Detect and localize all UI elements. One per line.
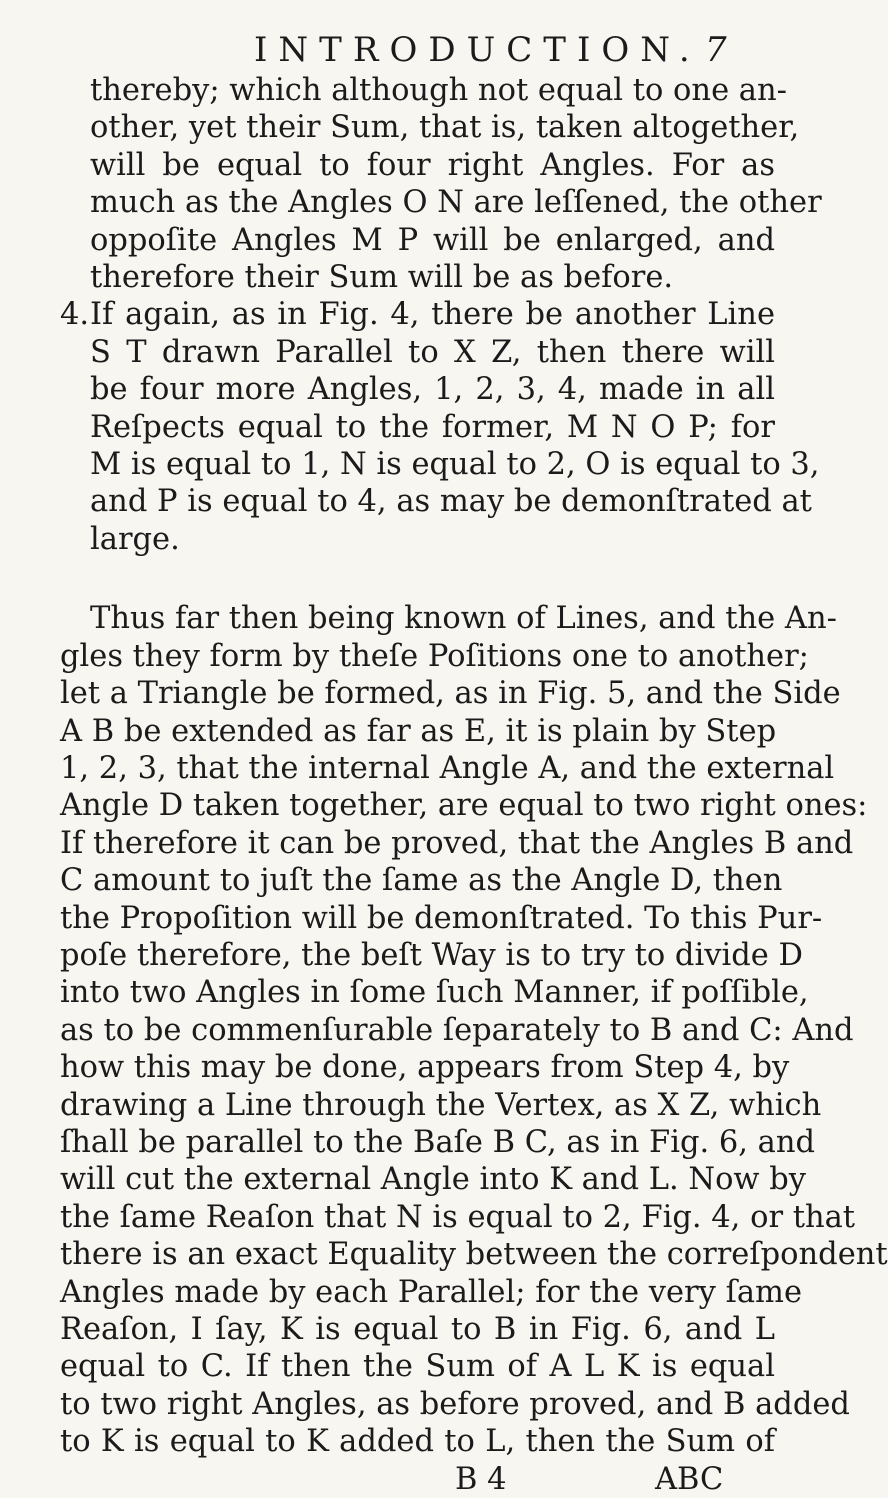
text-line: poſe therefore, the beſt Way is to try to divide D bbox=[60, 937, 803, 973]
paragraph-main bbox=[60, 600, 888, 1460]
text-line: drawing a Line through the Vertex, as X Z, which bbox=[60, 1087, 822, 1123]
text-line: gles they form by theſe Poſitions one to another; bbox=[60, 638, 809, 674]
text-line: and P is equal to 4, as may be demonſtrated at bbox=[90, 484, 812, 520]
page-number: 7 bbox=[705, 30, 727, 70]
text-line: other, yet their Sum, that is, taken altogether, bbox=[90, 110, 800, 146]
text-line: oppoſite Angles M P will be enlarged, and bbox=[90, 222, 775, 258]
text-line: Thus far then being known of Lines, and the An- bbox=[90, 601, 837, 637]
text-line: thereby; which although not equal to one an- bbox=[90, 73, 787, 108]
text-line: large. bbox=[90, 521, 180, 557]
text-line: the Propoſition will be demonſtrated. To this Pur- bbox=[60, 900, 823, 936]
text-line: 1, 2, 3, that the internal Angle A, and the external bbox=[60, 750, 835, 786]
text-line: will cut the external Angle into K and L. Now by bbox=[60, 1162, 806, 1198]
numbered-step-4 bbox=[60, 296, 820, 558]
paragraph-continuation bbox=[90, 72, 822, 296]
page-footer bbox=[60, 1461, 775, 1498]
text-line: much as the Angles O N are leſſened, the other bbox=[90, 185, 822, 221]
text-line: into two Angles in ſome ſuch Manner, if poſſible, bbox=[60, 975, 809, 1011]
text-line: A B be extended as far as E, it is plain by Step bbox=[60, 713, 777, 749]
text-line: ſhall be parallel to the Baſe B C, as in Fig. 6, and bbox=[60, 1124, 816, 1160]
text-line: let a Triangle be formed, as in Fig. 5, and the Side bbox=[60, 676, 841, 712]
text-line: be four more Angles, 1, 2, 3, 4, made in all bbox=[90, 372, 775, 408]
text-line: Reſpects equal to the former, M N O P; for bbox=[90, 409, 775, 445]
catchword: ABC bbox=[655, 1461, 724, 1497]
page-body bbox=[60, 72, 888, 1498]
step-number: 4. bbox=[60, 297, 90, 333]
text-line: Reaſon, I ſay, K is equal to B in Fig. 6, and L bbox=[60, 1312, 775, 1347]
text-line: If again, as in Fig. 4, there be another Line bbox=[90, 297, 775, 333]
text-line: S T drawn Parallel to X Z, then there will bbox=[90, 334, 775, 370]
running-header bbox=[0, 12, 800, 72]
text-line: there is an exact Equality between the correſpondent bbox=[60, 1237, 888, 1273]
signature-mark: B 4 bbox=[455, 1461, 507, 1497]
paragraph-gap bbox=[60, 558, 775, 600]
text-line: how this may be done, appears from Step 4, by bbox=[60, 1050, 790, 1086]
text-line: If therefore it can be proved, that the Angles B and bbox=[60, 825, 854, 861]
text-line: to two right Angles, as before proved, and B added bbox=[60, 1386, 850, 1422]
text-line: Angles made by each Parallel; for the very ſame bbox=[60, 1274, 803, 1310]
text-line: equal to C. If then the Sum of A L K is equal bbox=[60, 1349, 775, 1385]
text-line: M is equal to 1, N is equal to 2, O is equal to 3, bbox=[90, 447, 820, 483]
text-line: the ſame Reaſon that N is equal to 2, Fig. 4, or that bbox=[60, 1199, 856, 1235]
text-line: will be equal to four right Angles. For as bbox=[90, 147, 775, 183]
text-line: C amount to juſt the ſame as the Angle D, then bbox=[60, 863, 783, 899]
running-title: INTRODUCTION. bbox=[254, 30, 701, 70]
text-line: to K is equal to K added to L, then the Sum of bbox=[60, 1424, 775, 1460]
text-line: as to be commenſurable ſeparately to B and C: And bbox=[60, 1012, 854, 1048]
text-line: therefore their Sum will be as before. bbox=[90, 260, 674, 296]
text-line: Angle D taken together, are equal to two right ones: bbox=[60, 788, 868, 824]
